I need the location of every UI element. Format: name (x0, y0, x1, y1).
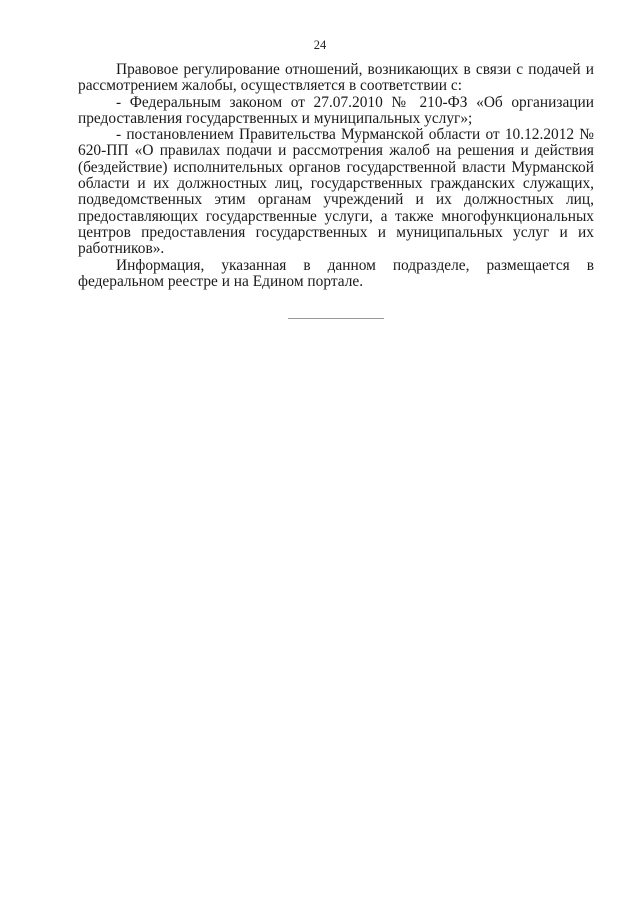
page-number: 24 (313, 38, 327, 52)
paragraph-federal-law: - Федеральным законом от 27.07.2010 № 210-ФЗ «Об организации предоставления государственных и муниципальных услуг»; (78, 93, 594, 127)
paragraph-information-placement: Информация, указанная в данном подразделе, размещается в федеральном реестре и на Едином портале. (78, 256, 594, 290)
paragraph-regional-decree: - постановлением Правительства Мурманской области от 10.12.2012 № 620-ПП «О правилах подачи и рассмотрения жалоб на решения и действия (бездействие) исполнительных органов государственной власти Мурманской области и их должностных лиц, государственных гражданских служащих, подведомственных этим органам учреждений и их должностных лиц, предоставляющих государственные услуги, а также многофункциональных центров предоставления государственных и муниципальных услуг и их работников». (78, 126, 594, 258)
paragraph-legal-basis: Правовое регулирование отношений, возникающих в связи с подачей и рассмотрением жалобы, осуществляется в соответствии с: (78, 61, 594, 95)
document-body (78, 62, 594, 290)
section-divider (288, 318, 384, 319)
